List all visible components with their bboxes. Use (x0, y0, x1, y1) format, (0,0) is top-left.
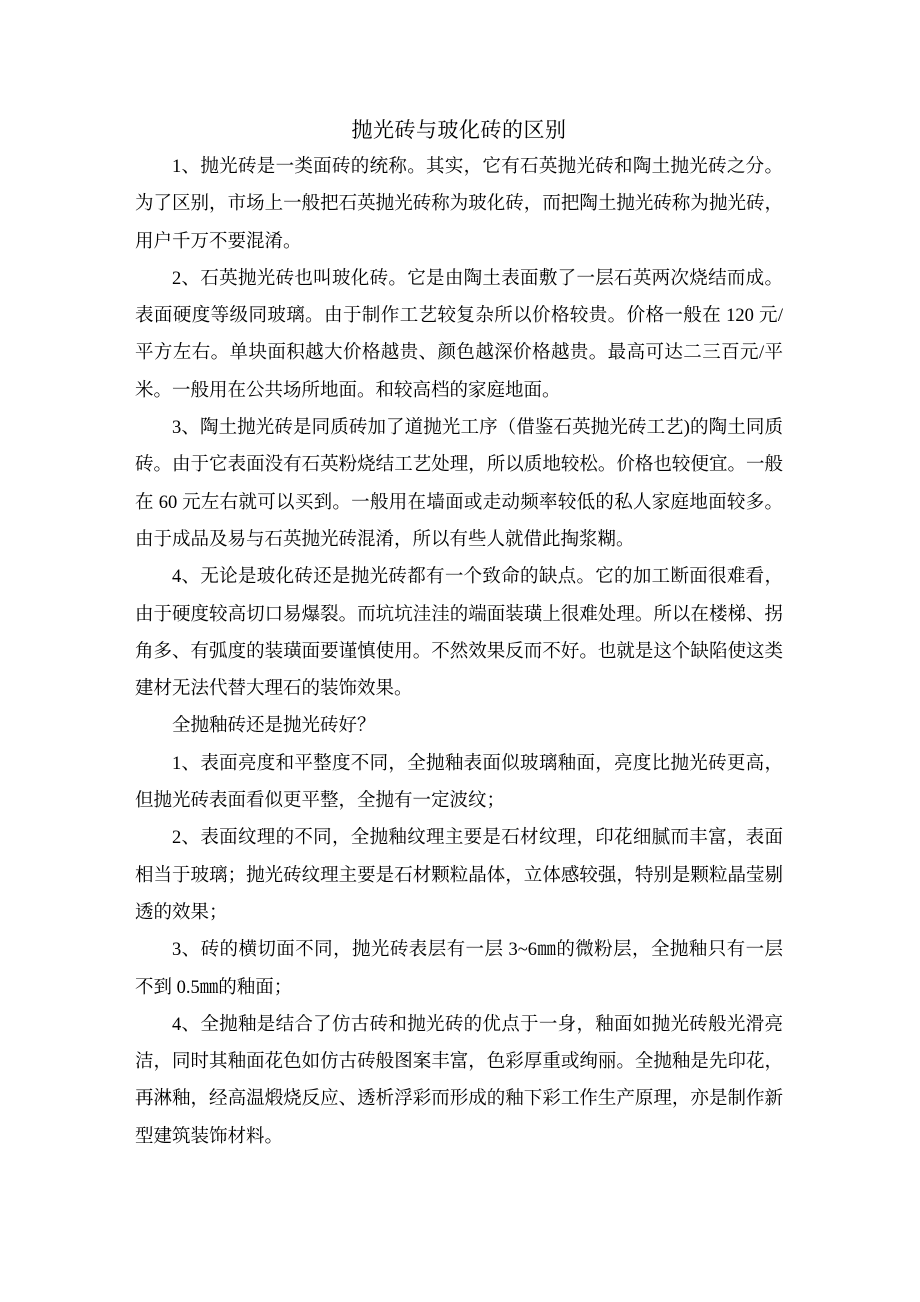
paragraph-4: 4、无论是玻化砖还是抛光砖都有一个致命的缺点。它的加工断面很难看，由于硬度较高切口易爆裂。而坑坑洼洼的端面装璜上很难处理。所以在楼梯、拐角多、有弧度的装璜面要谨慎使用。不然效果反而不好。也就是这个缺陷使这类建材无法代替大理石的装饰效果。 (135, 567, 783, 700)
document-content (135, 112, 783, 1156)
paragraph-7: 3、砖的横切面不同，抛光砖表层有一层 3~6㎜的微粉层，全抛釉只有一层不到 0.5㎜的釉面； (135, 940, 783, 998)
paragraph-6: 2、表面纹理的不同，全抛釉纹理主要是石材纹理，印花细腻而丰富，表面相当于玻璃；抛光砖纹理主要是石材颗粒晶体，立体感较强，特别是颗粒晶莹剔透的效果； (135, 828, 783, 923)
paragraph-question: 全抛釉砖还是抛光砖好？ (172, 716, 376, 737)
paragraph-5: 1、表面亮度和平整度不同，全抛釉表面似玻璃釉面，亮度比抛光砖更高，但抛光砖表面看似更平整，全抛有一定波纹； (135, 753, 783, 812)
paragraph-8: 4、全抛釉是结合了仿古砖和抛光砖的优点于一身，釉面如抛光砖般光滑亮洁，同时其釉面花色如仿古砖般图案丰富，色彩厚重或绚丽。全抛釉是先印花，再淋釉，经高温煅烧反应、透析浮彩而形成的釉下彩工作生产原理，亦是制作新型建筑装饰材料。 (135, 1014, 783, 1147)
paragraph-1: 1、抛光砖是一类面砖的统称。其实，它有石英抛光砖和陶土抛光砖之分。为了区别，市场上一般把石英抛光砖称为玻化砖，而把陶土抛光砖称为抛光砖，用户千万不要混淆。 (135, 157, 783, 252)
document-title: 抛光砖与玻化砖的区别 (351, 118, 567, 142)
paragraph-2: 2、石英抛光砖也叫玻化砖。它是由陶土表面敷了一层石英两次烧结而成。表面硬度等级同玻璃。由于制作工艺较复杂所以价格较贵。价格一般在 120 元/平方左右。单块面积越大价格越贵、颜色越深价格越贵。最高可达二三百元/平米。一般用在公共场所地面。和较高档的家庭地面。 (135, 268, 783, 401)
paragraph-3: 3、陶土抛光砖是同质砖加了道抛光工序（借鉴石英抛光砖工艺)的陶土同质砖。由于它表面没有石英粉烧结工艺处理，所以质地较松。价格也较便宜。一般在 60 元左右就可以买到。一般用在墙面或走动频率较低的私人家庭地面较多。由于成品及易与石英抛光砖混淆，所以有些人就借此掏浆糊。 (135, 418, 783, 550)
